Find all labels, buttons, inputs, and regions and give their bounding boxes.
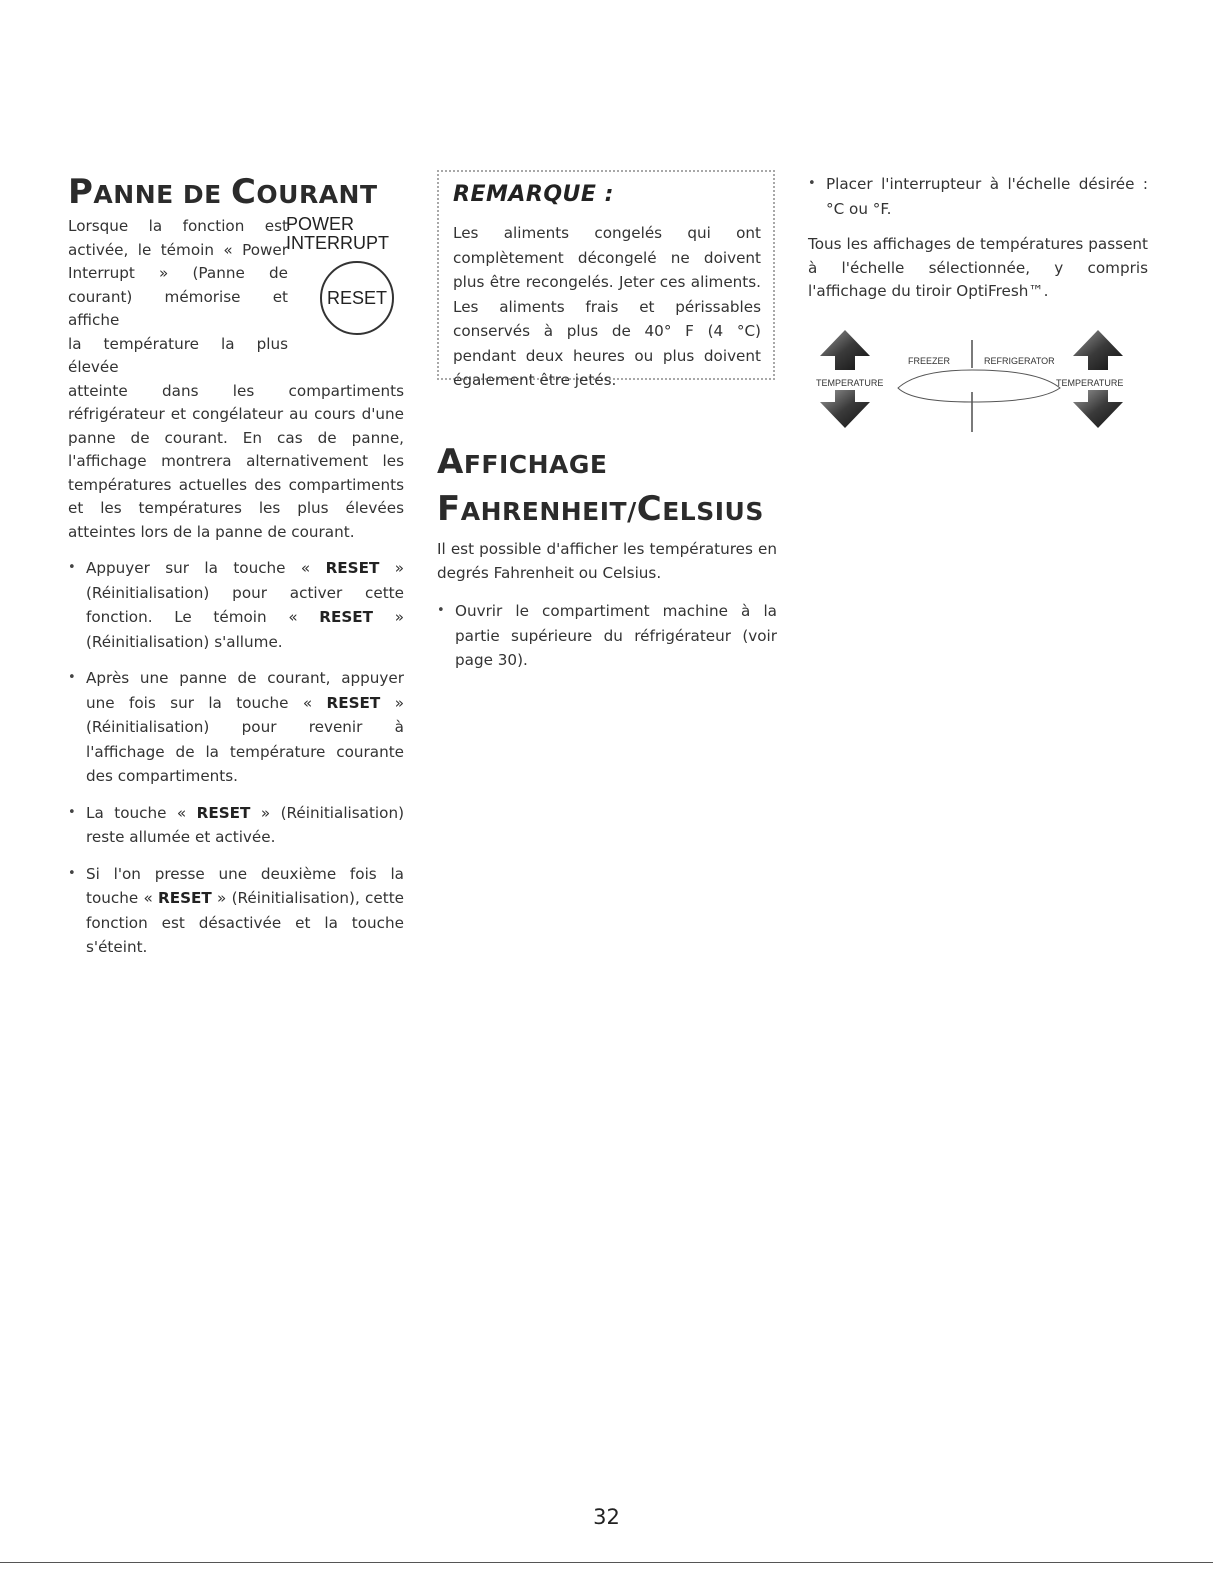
intro-block (68, 215, 404, 380)
reset-button-illustration: RESET (320, 261, 394, 335)
list-item-text: » (Réinitialisation), cette fonction est désactivée et la touche s'éteint. (86, 889, 404, 956)
title-fragment: OURANT (256, 180, 378, 209)
list-item-text: » (Réinitialisation) pour activer cette fonction. Le témoin « (86, 559, 404, 626)
reset-keyword: RESET (319, 608, 374, 626)
note-box (437, 170, 775, 389)
section-title-panne-de-courant (68, 172, 404, 215)
note-title: REMARQUE : (453, 182, 614, 207)
title-fragment: AHRENHEIT/ (460, 497, 637, 526)
list-item (68, 666, 404, 789)
temperature-left-label: TEMPERATURE (816, 378, 884, 388)
intro-line: Lorsque la fonction est (68, 217, 288, 235)
list-item (68, 801, 404, 850)
note-text: Les aliments congelés qui ont complètement décongelé ne doivent plus être recongelés. Jeter ces aliments. Les aliments frais et périssables conservés à plus de 40° F (4 °C) pendant deux heures ou plus doivent également être jetés. (453, 224, 761, 389)
column-power-outage (68, 172, 404, 972)
scale-list (808, 172, 1148, 221)
intro-line: activée, le témoin « Power (68, 240, 288, 259)
list-item: • Placer l'interrupteur à l'échelle désirée : °C ou °F. (808, 172, 1148, 221)
title-fragment: FFICHAGE (463, 450, 608, 479)
title-line-2 (437, 489, 764, 529)
list-item: • Ouvrir le compartiment machine à la partie supérieure du réfrigérateur (voir page 30). (437, 599, 777, 673)
intro-line: la température la plus élevée (68, 334, 288, 376)
power-interrupt-label: POWER INTERRUPT (286, 214, 389, 253)
freezer-label: FREEZER (908, 356, 951, 366)
title-fragment: C (230, 172, 257, 212)
title-fragment: F (437, 489, 461, 529)
title-line-1 (437, 442, 608, 482)
title-fragment: ELSIUS (662, 497, 764, 526)
fahrenheit-intro: Il est possible d'afficher les températures en degrés Fahrenheit ou Celsius. (437, 540, 777, 582)
intro-line: Interrupt » (Panne de (68, 264, 288, 282)
down-arrow-icon (1073, 390, 1123, 428)
list-item-text: » (Réinitialisation) pour revenir à l'affichage de la température courante des compartiments. (86, 693, 404, 785)
reset-keyword: RESET (325, 559, 380, 577)
temperature-right-label: TEMPERATURE (1056, 378, 1124, 388)
list-item-text: Après une panne de courant, appuyer une fois sur la touche « (86, 669, 404, 712)
down-arrow-icon (820, 390, 870, 428)
up-arrow-icon (1073, 330, 1123, 370)
scale-paragraph: Tous les affichages de températures passent à l'échelle sélectionnée, y compris l'affichage du tiroir OptiFresh™. (808, 235, 1148, 300)
fahrenheit-list (437, 599, 777, 673)
page-number: 32 (593, 1505, 620, 1529)
section-title-affichage (437, 440, 777, 534)
section-fahrenheit-celsius (437, 440, 777, 685)
title-fragment: A (437, 442, 464, 482)
switch-outline (898, 370, 1060, 402)
list-item-text: » (Réinitialisation) reste allumée et activée. (86, 803, 404, 846)
refrigerator-label: REFRIGERATOR (984, 356, 1055, 366)
reset-instructions-list (68, 556, 404, 960)
reset-keyword: RESET (196, 803, 251, 822)
title-fragment: DE (173, 180, 231, 209)
up-arrow-icon (820, 330, 870, 370)
intro-text-rest: atteinte dans les compartiments réfrigérateur et congélateur au cours d'une panne de courant. En cas de panne, l'affichage montrera alternativement les températures actuelles des compartiments et les températures les plus élevées atteintes lors de la panne de courant. (68, 381, 404, 541)
list-item (68, 862, 404, 960)
reset-keyword: RESET (326, 693, 381, 712)
list-item-text: » (Réinitialisation) s'allume. (86, 608, 404, 651)
list-item-text: La touche « (86, 803, 197, 822)
title-fragment: P (68, 172, 94, 212)
list-item-text: Appuyer sur la touche « (86, 559, 326, 577)
title-fragment: ANNE (93, 180, 174, 209)
title-fragment: C (636, 489, 663, 529)
list-item (68, 556, 404, 654)
bottom-rule (0, 1562, 1213, 1563)
column-scale-switch (808, 172, 1148, 304)
reset-keyword: RESET (158, 889, 212, 907)
intro-text-narrow (68, 215, 288, 380)
list-item-text: Si l'on presse une deuxième fois la touche « (86, 864, 404, 907)
intro-line: courant) mémorise et affiche (68, 287, 288, 329)
temperature-control-diagram (808, 330, 1153, 440)
